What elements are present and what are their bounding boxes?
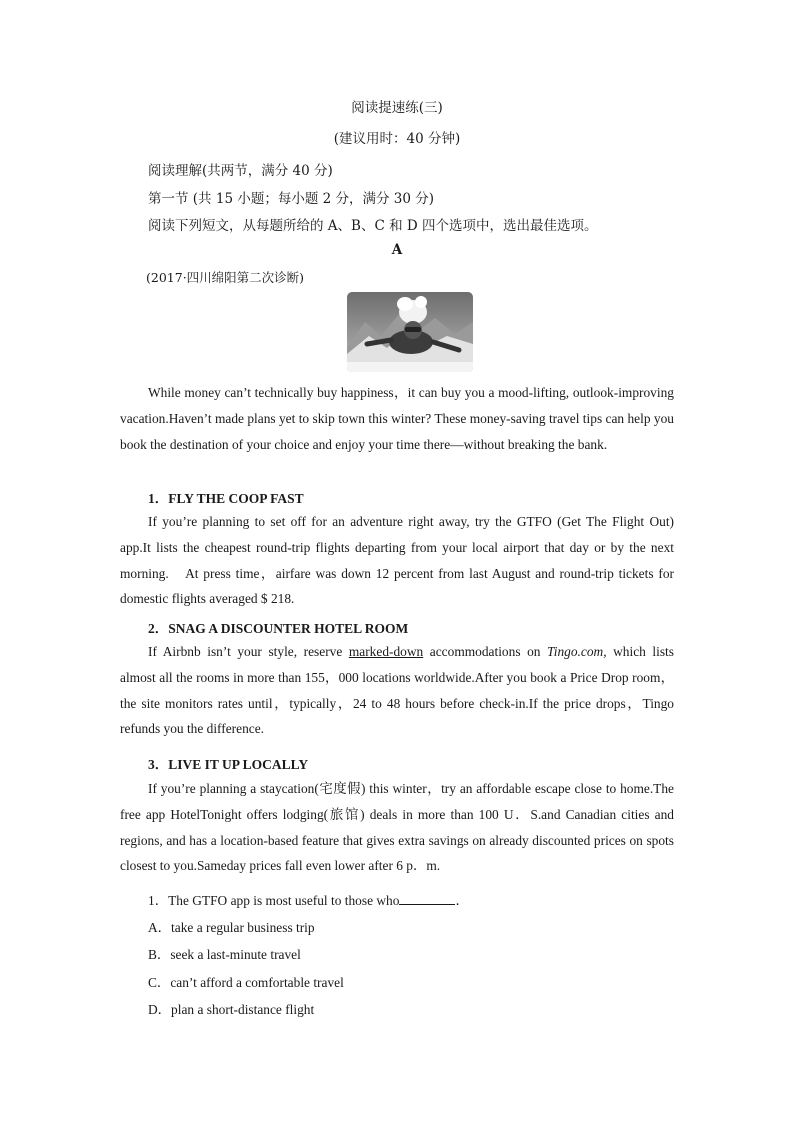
question-stem <box>148 890 469 909</box>
paragraph-tip-1: If you’re planning to set off for an adventure right away, try the GTFO (Get The Flight Out) app.It lists the cheapest round-trip flights departing from your local airport that day or by the next morning. At press time，airfare was down 12 percent from last August and round-trip tickets for domestic flights averaged $ 218. <box>120 514 674 607</box>
paragraph-intro: While money can’t technically buy happiness，it can buy you a mood-lifting, outlook-improving vacation.Haven’t made plans yet to skip town this winter? These money-saving travel tips can help you book the destination of your choice and enjoy your time there—without breaking the bank. <box>120 385 674 452</box>
section-heading: 阅读理解(共两节，满分 40 分) <box>148 163 333 179</box>
skier-photo <box>347 292 473 372</box>
underlined-word: marked-down <box>348 644 424 659</box>
question-end: ． <box>455 893 469 908</box>
page-title: 阅读提速练(三) <box>351 100 443 116</box>
time-suggestion: (建议用时：40 分钟) <box>333 131 461 147</box>
paragraph-tip-3: If you’re planning a staycation(宅度假) this winter，try an affordable escape close to home.The free app HotelTonight offers lodging(旅馆) deals in more than 100 U．S.and Canadian cities and regions, and has a location-based feature that gives extra savings on already discounted prices on spots closest to you.Sameday prices fall even lower after 6 p．m. <box>120 781 674 874</box>
paragraph-tip-2 <box>120 639 674 742</box>
part-heading: 第一节 (共 15 小题；每小题 2 分，满分 30 分) <box>148 191 435 207</box>
site-name: Tingo.com, <box>547 644 607 659</box>
passage-source: (2017·四川绵阳第二次诊断) <box>146 270 305 285</box>
option-a: A．take a regular business trip <box>148 920 315 935</box>
tip-heading-2: 2．SNAG A DISCOUNTER HOTEL ROOM <box>148 621 409 636</box>
tip-heading-3: 3．LIVE IT UP LOCALLY <box>148 757 309 772</box>
p3-text-a: If Airbnb isn’t your style, reserve <box>148 644 349 659</box>
tip-heading-1: 1．FLY THE COOP FAST <box>148 491 304 506</box>
option-b: B．seek a last-minute travel <box>148 947 301 962</box>
answer-blank <box>399 892 455 905</box>
p3-text-c: which lists almost all the rooms in more than 155，000 locations worldwide.After you book a Price Drop room，the site monitors rates until，typically，24 to 48 hours before check-in.If the price drops，Tingo refunds you the difference. <box>120 644 674 737</box>
option-d: D．plan a short-distance flight <box>148 1002 315 1017</box>
passage-letter: A <box>391 242 403 258</box>
option-c: C．can’t afford a comfortable travel <box>148 975 344 990</box>
p3-text-b: accommodations on <box>423 644 548 659</box>
instruction: 阅读下列短文，从每题所给的 A、B、C 和 D 四个选项中，选出最佳选项。 <box>148 218 598 234</box>
question-text: 1．The GTFO app is most useful to those who <box>148 893 400 908</box>
skier-photo-icon <box>347 292 473 372</box>
